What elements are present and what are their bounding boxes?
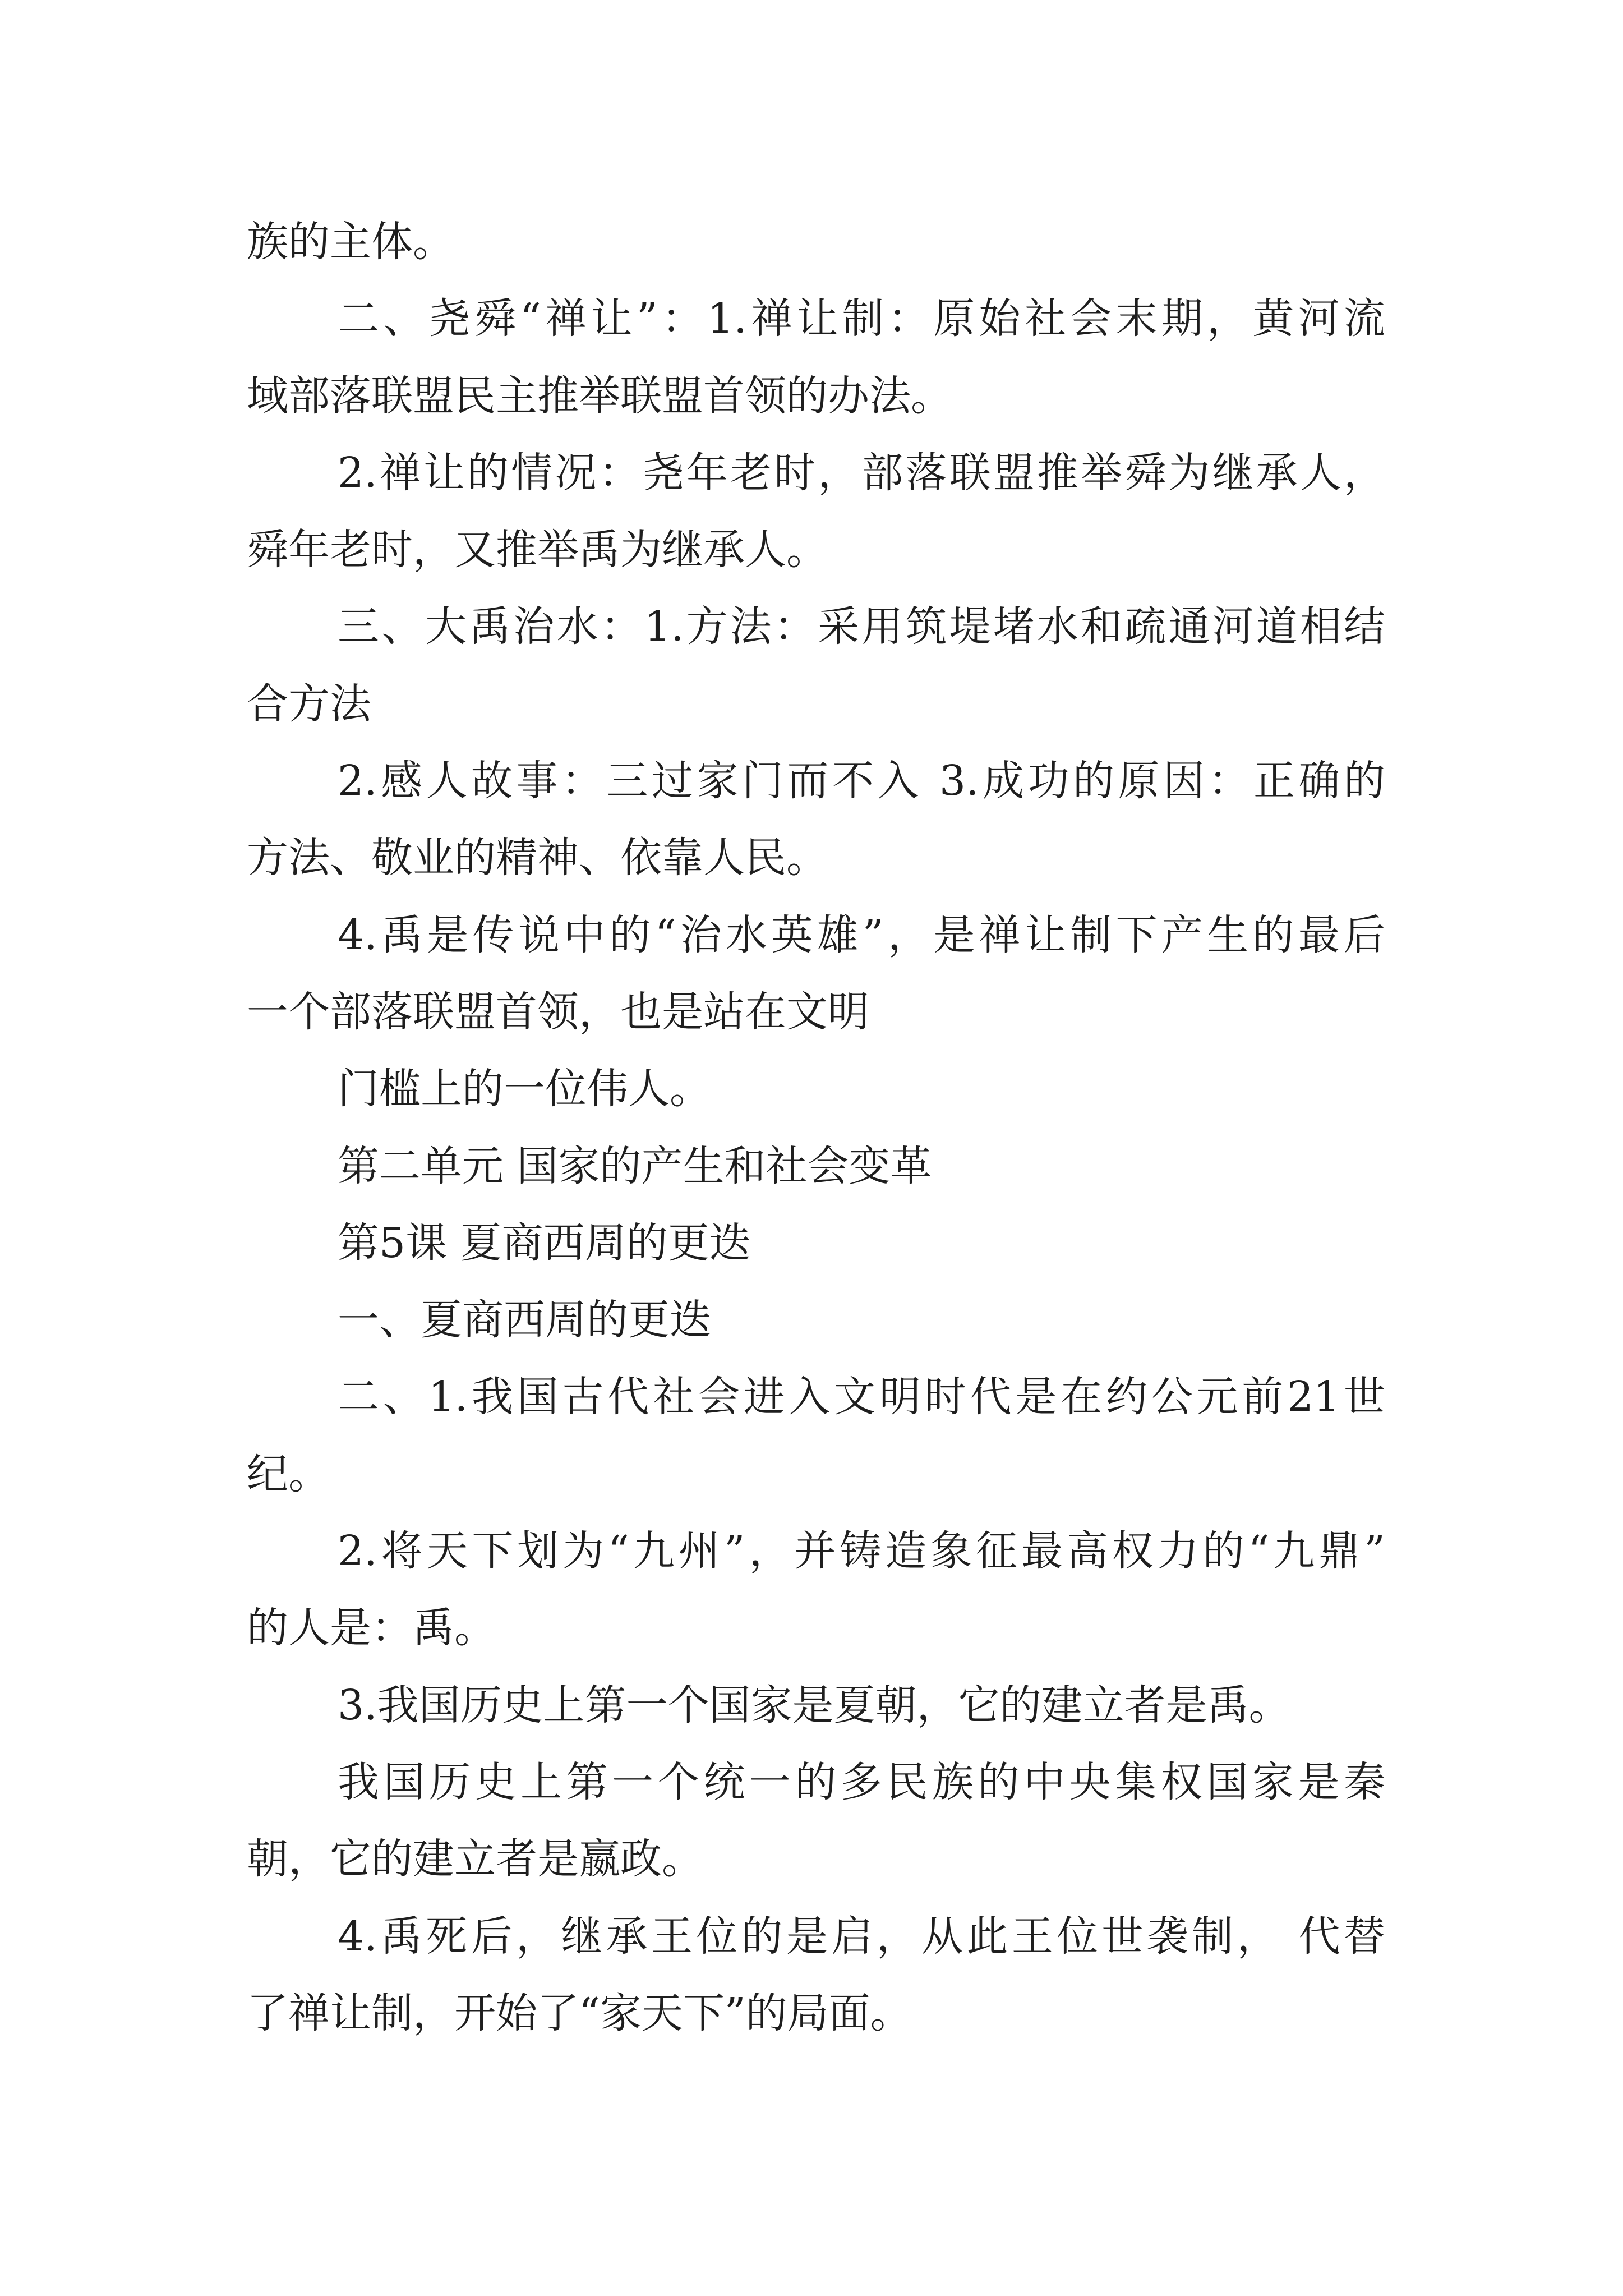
- paragraph-yao-shun-abdication: [247, 280, 1385, 435]
- paragraph-threshold: [247, 1051, 1385, 1128]
- paragraph-touching-story: [247, 743, 1385, 897]
- unit-heading: [247, 1128, 1385, 1205]
- paragraph-line: 域部落联盟民主推举联盟首领的办法。: [247, 371, 952, 420]
- paragraph-line: 方法、敬业的精神、依靠人民。: [247, 834, 828, 882]
- paragraph-line: 2.感人故事：三过家门而不入 3.成功的原因：正确的: [338, 757, 1385, 806]
- paragraph-line: 二、尧舜“禅让”：1.禅让制：原始社会末期，黄河流: [338, 295, 1385, 343]
- paragraph-qin-dynasty: [247, 1744, 1385, 1898]
- paragraph-line: 的人是：禹。: [247, 1604, 496, 1653]
- paragraph-line: 族的主体。: [247, 218, 454, 266]
- paragraph-yu-flood-control: [247, 588, 1385, 743]
- paragraph-line: 4.禹是传说中的“治水英雄”，是禅让制下产生的最后: [338, 910, 1385, 959]
- paragraph-line: 门槛上的一位伟人。: [338, 1065, 711, 1114]
- paragraph-civilization-era: [247, 1359, 1385, 1513]
- paragraph-line: 舜年老时，又推举禹为继承人。: [247, 526, 828, 574]
- paragraph-line: 二、1.我国古代社会进入文明时代是在约公元前21世: [338, 1373, 1385, 1421]
- section-heading-text: 一、夏商西周的更迭: [338, 1296, 711, 1345]
- paragraph-line: 合方法: [247, 679, 371, 728]
- paragraph-hereditary-throne: [247, 1898, 1385, 2053]
- paragraph-xia-dynasty: [247, 1667, 1385, 1744]
- section-heading: [247, 1282, 1385, 1359]
- paragraph-line: 一个部落联盟首领，也是站在文明: [247, 987, 869, 1036]
- paragraph-line: 3.我国历史上第一个国家是夏朝，它的建立者是禹。: [338, 1681, 1290, 1729]
- paragraph-continued: [247, 204, 1385, 280]
- document-body: [247, 204, 1385, 2052]
- paragraph-line: 三、大禹治水：1.方法：采用筑堤堵水和疏通河道相结: [338, 602, 1385, 651]
- paragraph-line: 4.禹死后，继承王位的是启，从此王位世袭制， 代替: [338, 1912, 1385, 1961]
- paragraph-line: 朝，它的建立者是嬴政。: [247, 1835, 703, 1884]
- unit-heading-text: 第二单元 国家的产生和社会变革: [338, 1142, 932, 1190]
- paragraph-line: 2.将天下划为“九州”，并铸造象征最高权力的“九鼎”: [338, 1527, 1385, 1576]
- paragraph-line: 2.禅让的情况：尧年老时，部落联盟推举舜为继承人，: [338, 448, 1385, 497]
- paragraph-abdication-situation: [247, 435, 1385, 589]
- paragraph-line: 我国历史上第一个统一的多民族的中央集权国家是秦: [338, 1757, 1385, 1806]
- lesson-heading: [247, 1205, 1385, 1282]
- paragraph-yu-hero: [247, 897, 1385, 1051]
- paragraph-line: 了禅让制，开始了“家天下”的局面。: [247, 1989, 912, 2037]
- paragraph-line: 纪。: [247, 1450, 330, 1498]
- lesson-heading-text: 第5课 夏商西周的更迭: [338, 1218, 751, 1267]
- paragraph-nine-provinces: [247, 1513, 1385, 1667]
